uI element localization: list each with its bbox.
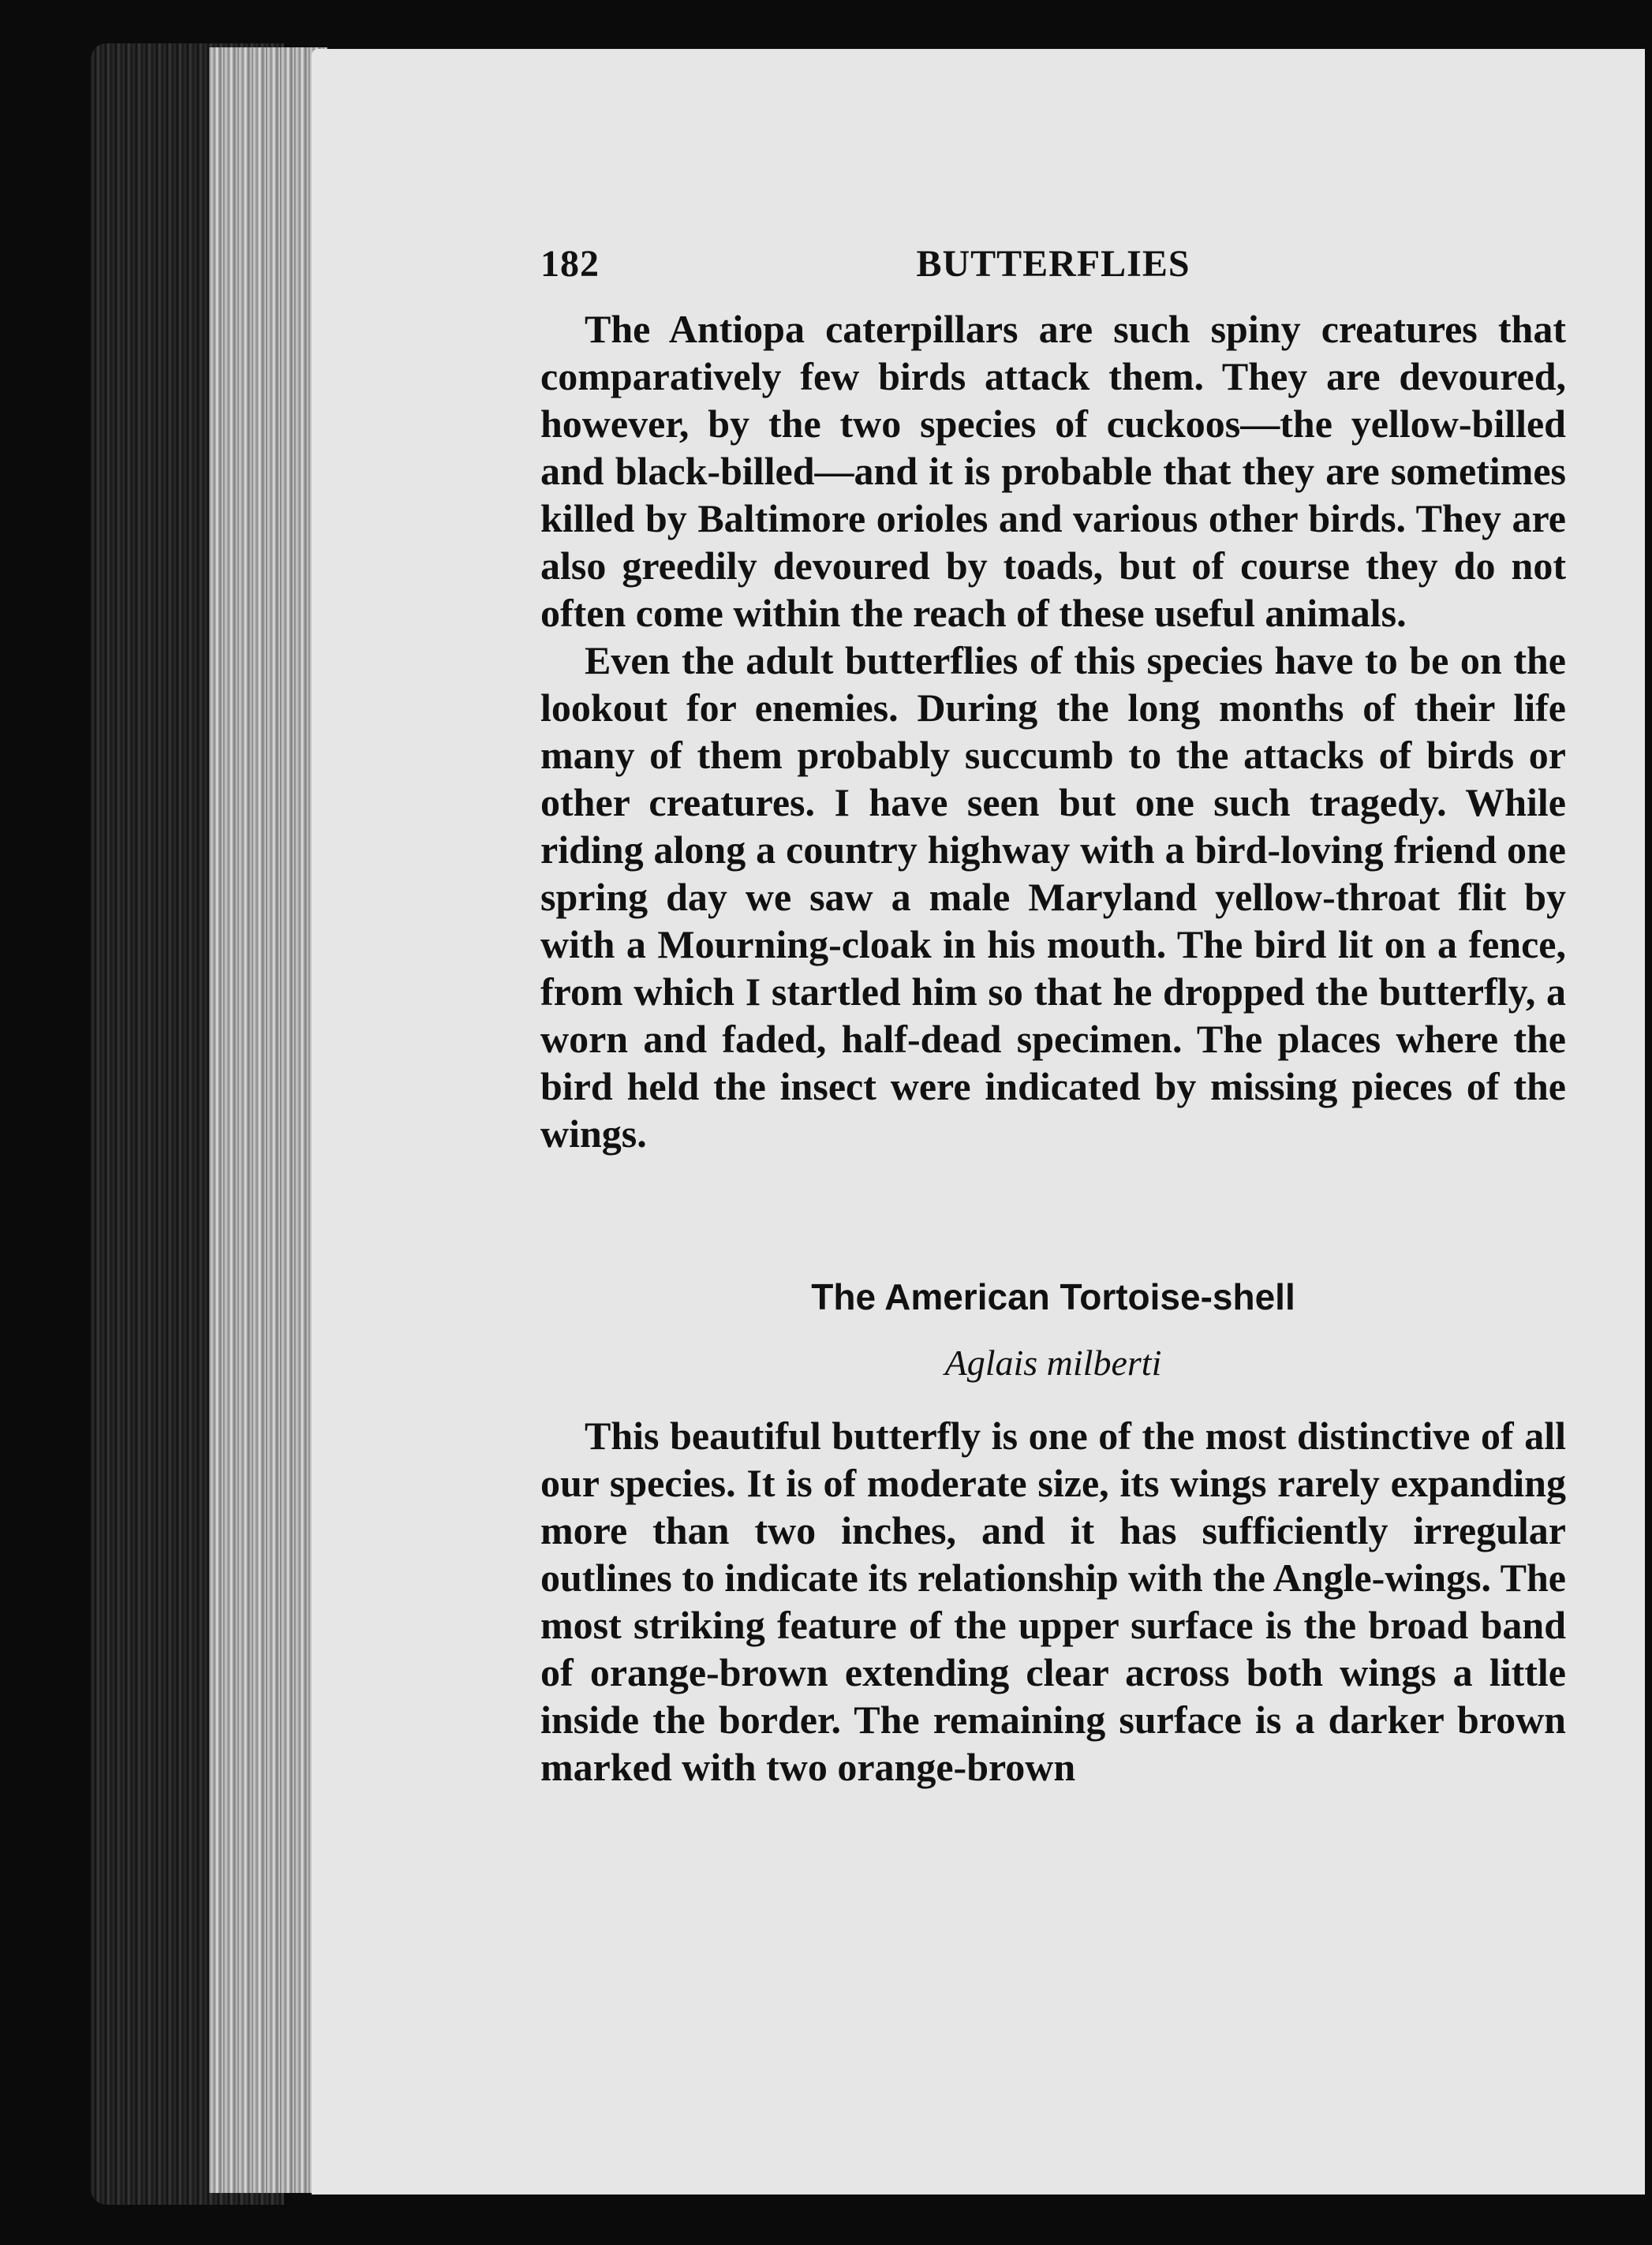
header-title: BUTTERFLIES <box>916 243 1190 285</box>
running-head <box>540 242 1566 305</box>
book-page <box>312 49 1645 2195</box>
section-title: The American Tortoise-shell <box>811 1276 1295 1317</box>
page-stack <box>209 47 327 2193</box>
paragraph: Even the adult butterflies of this species have to be on the lookout for enemies. During the long months of their life many of them probably succumb to the attacks of birds or other creatures. I have seen but one such tragedy. While riding along a country highway with a bird-loving friend one spring day we saw a male Maryland yellow-throat flit by with a Mourning-cloak in his mouth. The bird lit on a fence, from which I startled him so that he dropped the butterfly, a worn and faded, half-dead specimen. The places where the bird held the insect were indicated by missing pieces of the wings. <box>540 638 1566 1156</box>
page-content <box>540 242 1566 1791</box>
paragraph: The Antiopa caterpillars are such spiny creatures that comparatively few birds attack them. They are devoured, however, by the two species of cuckoos—the yellow-billed and black-billed—and it is probable that they are sometimes killed by Baltimore orioles and various other birds. They are also greedily devoured by toads, but of course they do not often come within the reach of these useful animals. <box>540 307 1566 635</box>
scan-border <box>312 2195 1652 2213</box>
paragraph: This beautiful butterfly is one of the most distinctive of all our species. It is of moderate size, its wings rarely expanding more than two inches, and it has sufficiently irregular outlines to indicate its relationship with the Angle-wings. The most striking feature of the upper surface is the broad band of orange-brown extending clear across both wings a little inside the border. The remaining surface is a darker brown marked with two orange-brown <box>540 1414 1566 1789</box>
page-number: 182 <box>540 243 600 285</box>
scientific-name: Aglais milberti <box>944 1343 1162 1383</box>
